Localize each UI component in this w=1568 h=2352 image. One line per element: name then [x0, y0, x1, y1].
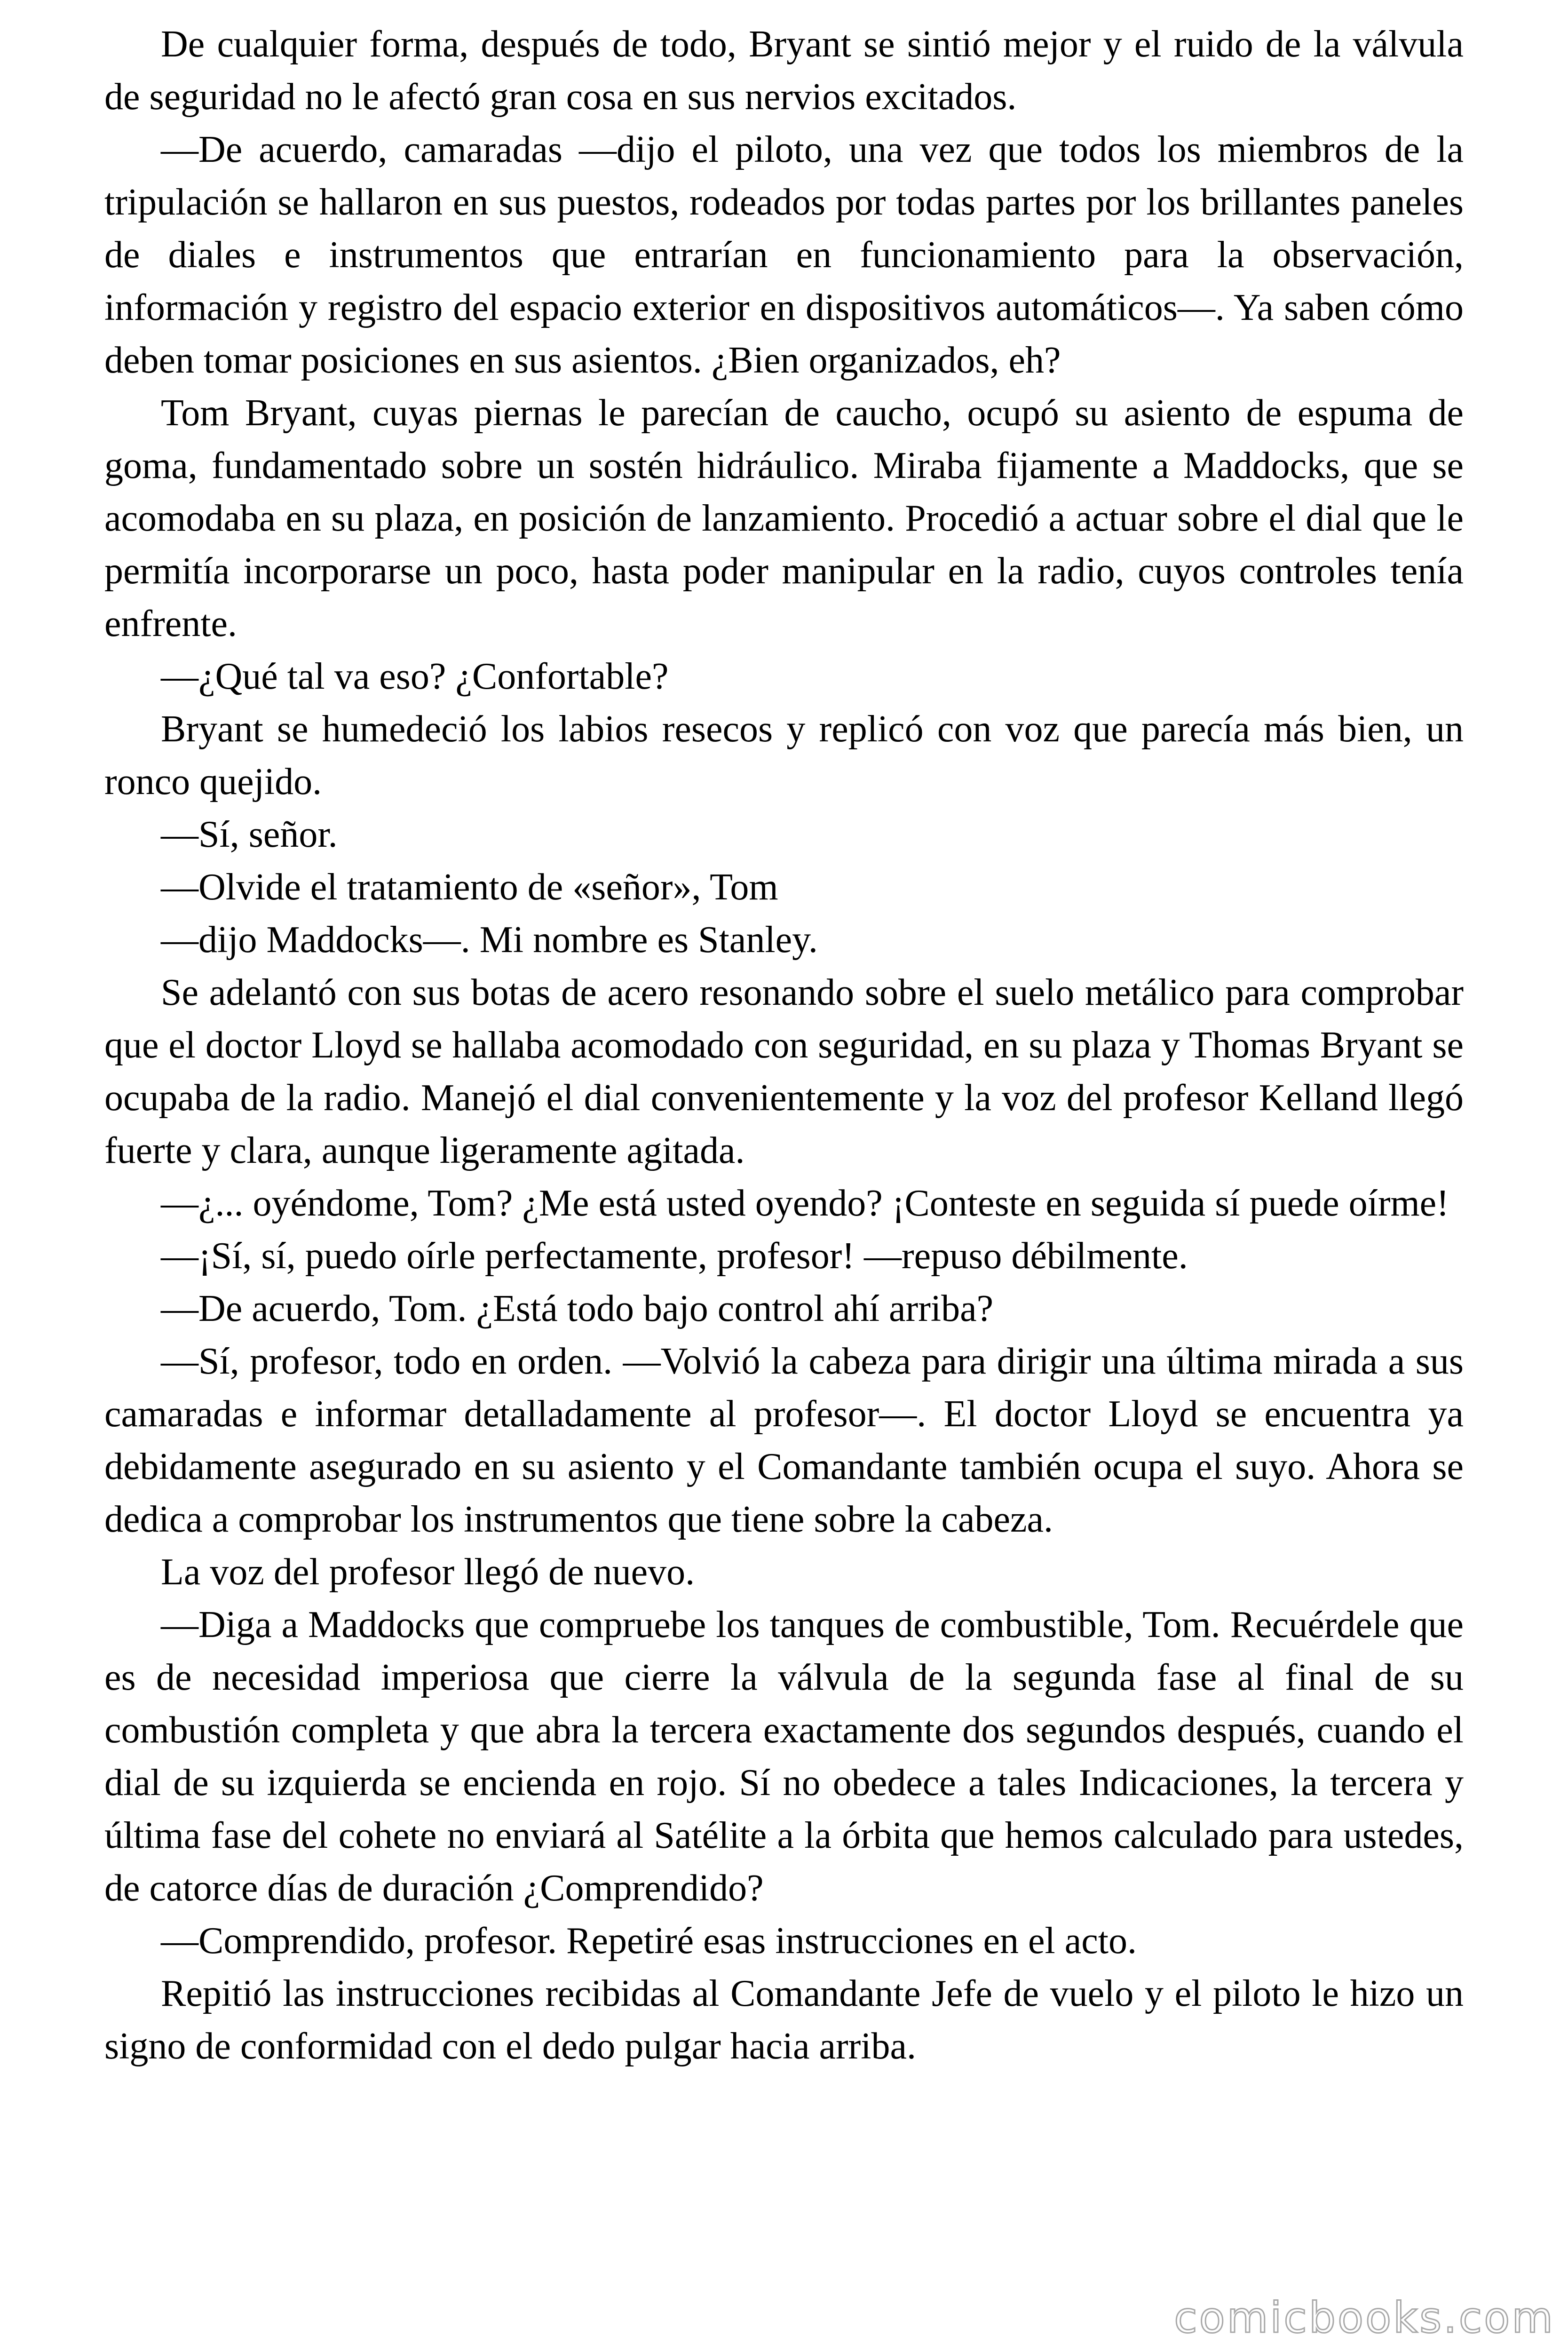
paragraph: —Diga a Maddocks que compruebe los tanques de combustible, Tom. Recuérdele que es de necesidad imperiosa que cierre la válvula de la segunda fase al final de su combustión completa y que abra la tercera exactamente dos segundos después, cuando el dial de su izquierda se encienda en rojo. Sí no obedece a tales Indicaciones, la tercera y última fase del cohete no enviará al Satélite a la órbita que hemos calculado para ustedes, de catorce días de duración ¿Comprendido? [104, 1604, 1464, 1909]
page-text [104, 18, 1464, 2313]
paragraph: —De acuerdo, camaradas —dijo el piloto, una vez que todos los miembros de la tripulación se hallaron en sus puestos, rodeados por todas partes por los brillantes paneles de diales e instrumentos que entrarían en funcionamiento para la observación, información y registro del espacio exterior en dispositivos automáticos—. Ya saben cómo deben tomar posiciones en sus asientos. ¿Bien organizados, eh? [104, 129, 1464, 381]
paragraph: Se adelantó con sus botas de acero resonando sobre el suelo metálico para comprobar que el doctor Lloyd se hallaba acomodado con seguridad, en su plaza y Thomas Bryant se ocupaba de la radio. Manejó el dial convenientemente y la voz del profesor Kelland llegó fuerte y clara, aunque ligeramente agitada. [104, 972, 1464, 1171]
paragraph: —¡Sí, sí, puedo oírle perfectamente, profesor! —repuso débilmente. [161, 1235, 1188, 1277]
paragraph: Repitió las instrucciones recibidas al Comandante Jefe de vuelo y el piloto le hizo un signo de conformidad con el dedo pulgar hacia arriba. [104, 1973, 1464, 2067]
paragraph: —De acuerdo, Tom. ¿Está todo bajo control ahí arriba? [161, 1288, 994, 1329]
paragraph: —Sí, profesor, todo en orden. —Volvió la cabeza para dirigir una última mirada a sus camaradas e informar detalladamente al profesor—. El doctor Lloyd se encuentra ya debidamente asegurado en su asiento y el Comandante también ocupa el suyo. Ahora se dedica a comprobar los instrumentos que tiene sobre la cabeza. [104, 1341, 1464, 1540]
paragraph: Tom Bryant, cuyas piernas le parecían de caucho, ocupó su asiento de espuma de goma, fundamentado sobre un sostén hidráulico. Miraba fijamente a Maddocks, que se acomodaba en su plaza, en posición de lanzamiento. Procedió a actuar sobre el dial que le permitía incorporarse un poco, hasta poder manipular en la radio, cuyos controles tenía enfrente. [104, 392, 1464, 644]
paragraph: —Sí, señor. [161, 814, 338, 855]
paragraph: —dijo Maddocks—. Mi nombre es Stanley. [161, 919, 818, 961]
paragraph: —Comprendido, profesor. Repetiré esas instrucciones en el acto. [161, 1920, 1137, 1962]
paragraph: —Olvide el tratamiento de «señor», Tom [161, 866, 778, 908]
paragraph: —¿... oyéndome, Tom? ¿Me está usted oyendo? ¡Conteste en seguida sí puede oírme! [161, 1183, 1449, 1224]
paragraph: De cualquier forma, después de todo, Bryant se sintió mejor y el ruido de la válvula de seguridad no le afectó gran cosa en sus nervios excitados. [104, 24, 1464, 118]
paragraph: Bryant se humedeció los labios resecos y replicó con voz que parecía más bien, un ronco quejido. [104, 708, 1464, 803]
paragraph: La voz del profesor llegó de nuevo. [161, 1551, 695, 1593]
watermark: comicbooks.com [1174, 2293, 1555, 2343]
paragraph: —¿Qué tal va eso? ¿Confortable? [161, 656, 669, 697]
